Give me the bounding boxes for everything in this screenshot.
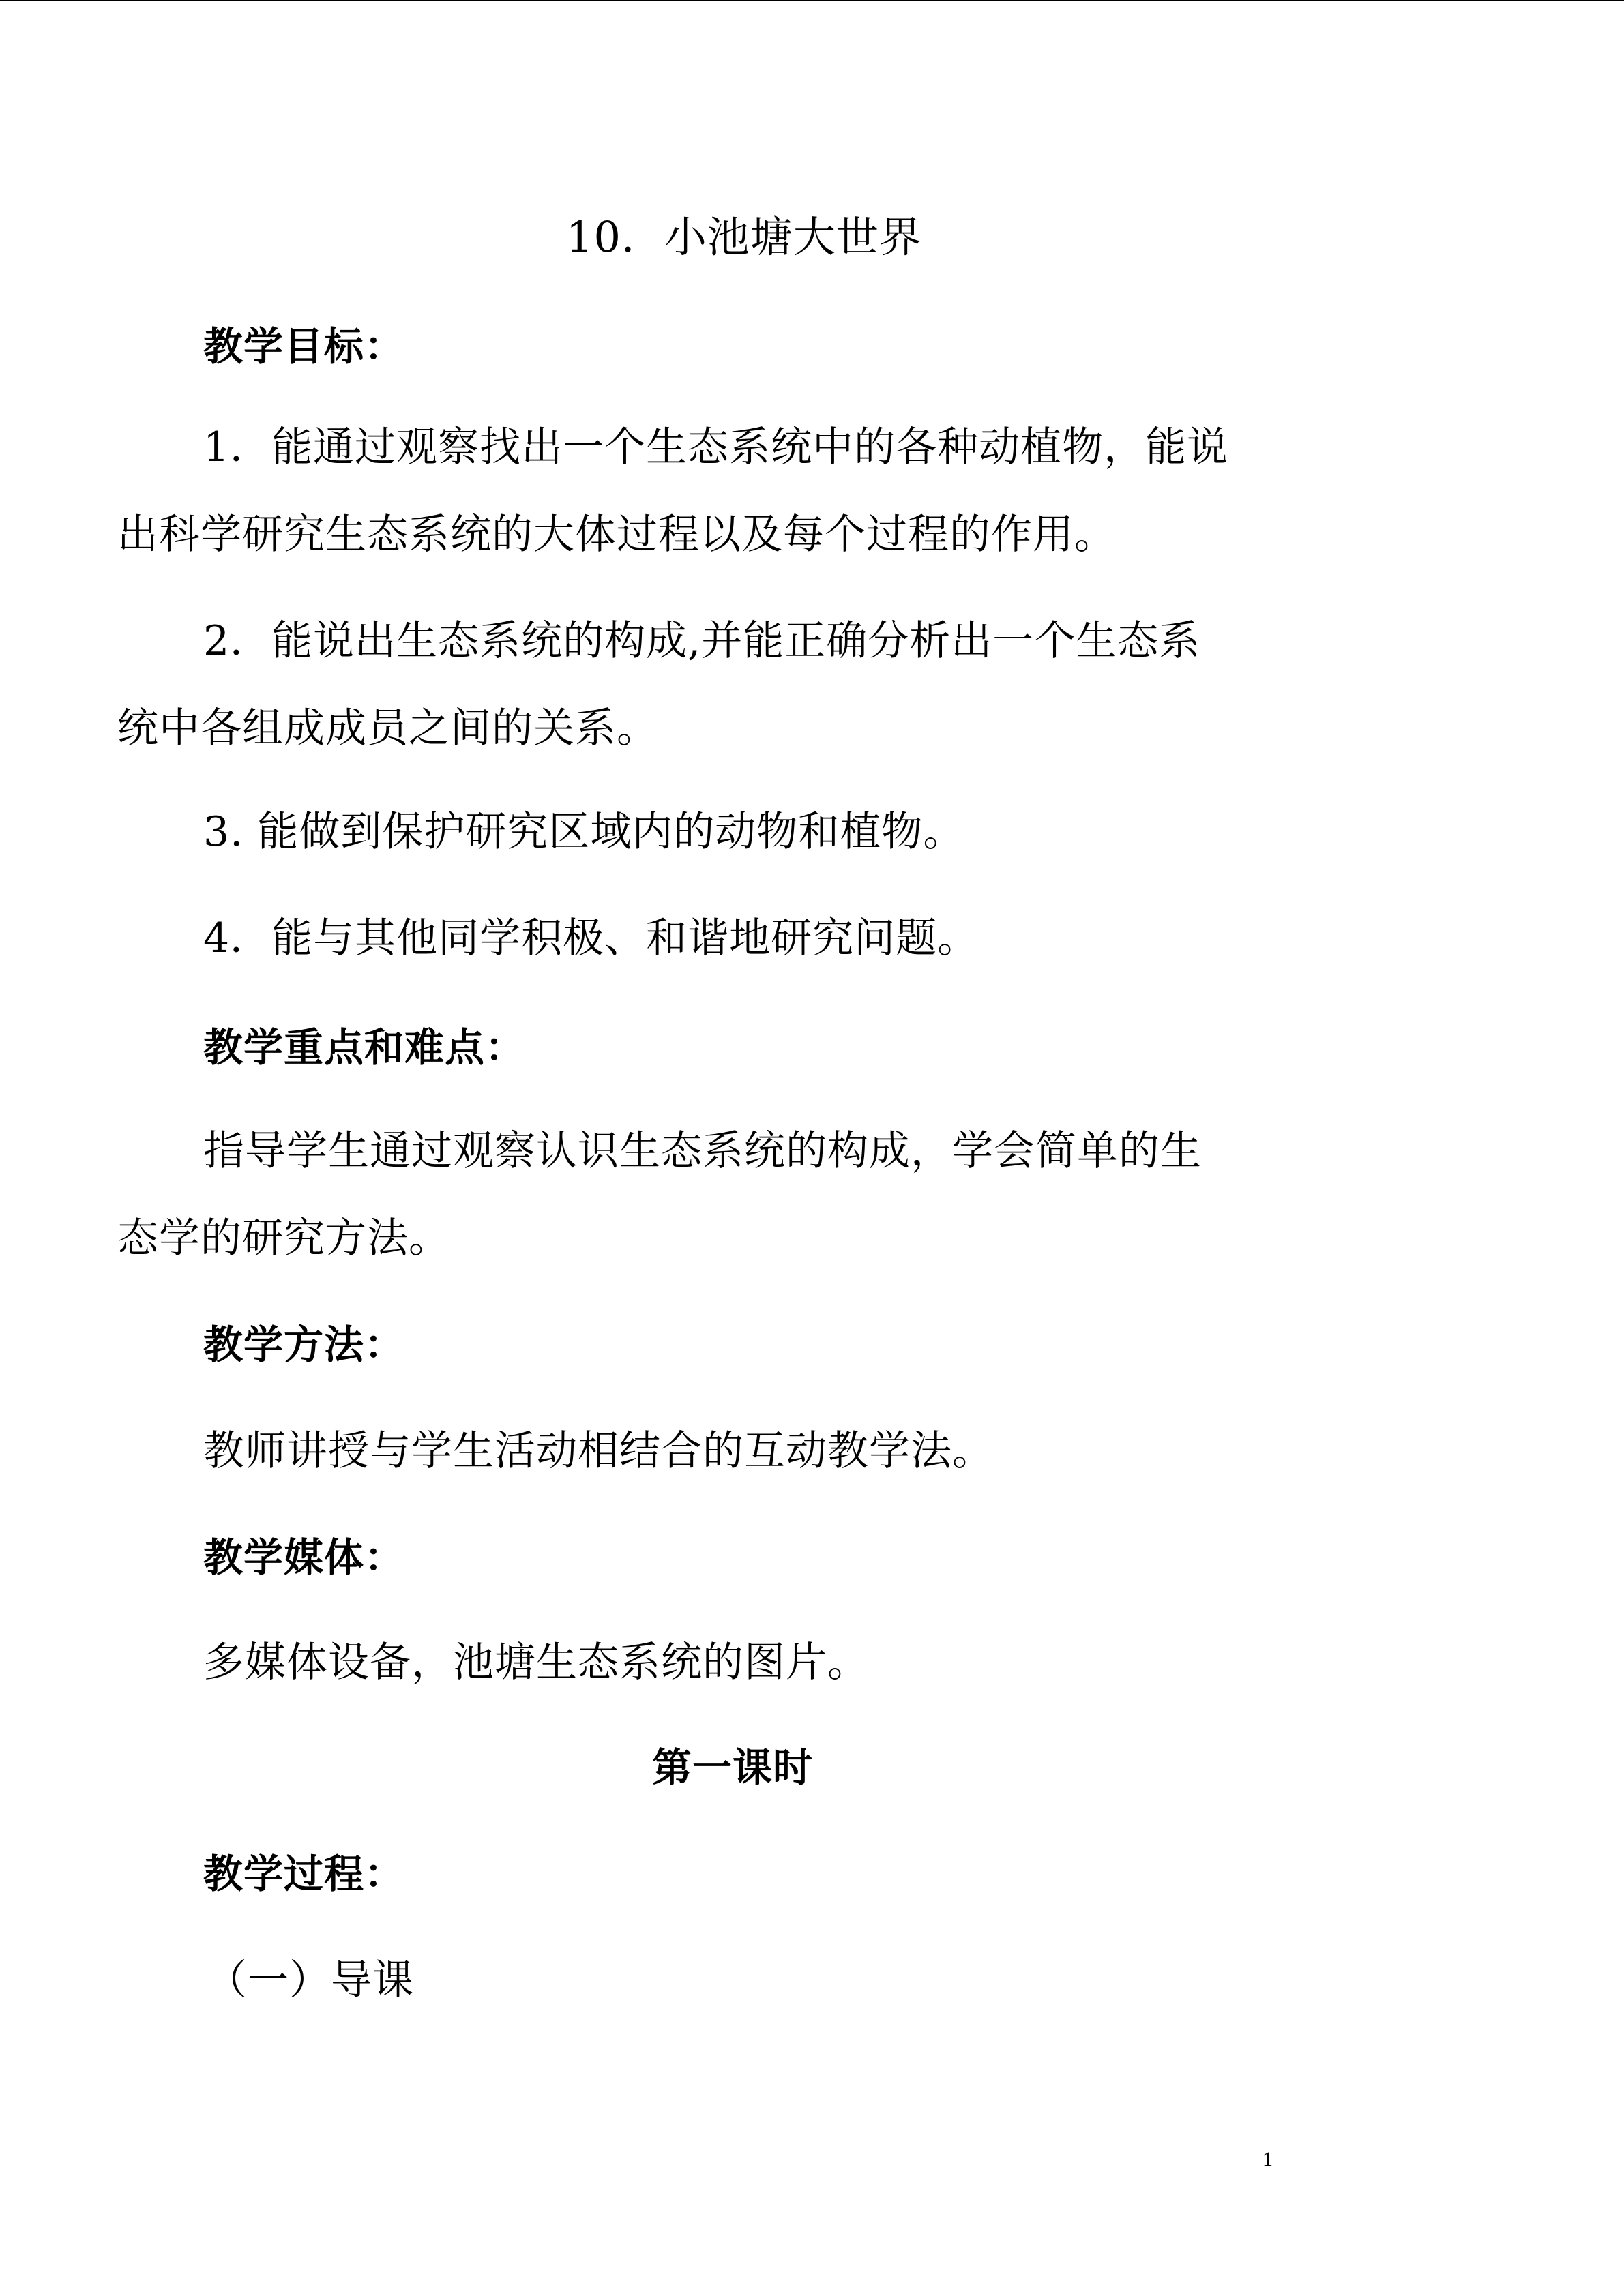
page-number: 1	[1263, 2148, 1273, 2171]
process-step-1: （一）导课	[206, 1956, 414, 2004]
document-title: 10．小池塘大世界	[566, 212, 922, 262]
objective-1-line-2: 出科学研究生态系统的大体过程以及每个过程的作用。	[117, 511, 1116, 558]
keypoints-line-2: 态学的研究方法。	[117, 1214, 450, 1262]
lesson-heading: 第一课时	[652, 1744, 814, 1791]
top-border	[0, 0, 1624, 1]
media-text: 多媒体设备，池塘生态系统的图片。	[203, 1639, 869, 1686]
objective-2-line-1: 2．能说出生态系统的构成,并能正确分析出一个生态系	[203, 617, 1201, 665]
objectives-heading: 教学目标：	[203, 323, 405, 370]
media-heading: 教学媒体：	[203, 1534, 405, 1581]
method-text: 教师讲授与学生活动相结合的互动教学法。	[203, 1427, 994, 1475]
objective-3: 3. 能做到保护研究区域内的动物和植物。	[203, 808, 965, 856]
objective-2-line-2: 统中各组成成员之间的关系。	[117, 704, 658, 752]
process-heading: 教学过程：	[203, 1851, 405, 1897]
keypoints-heading: 教学重点和难点：	[203, 1024, 526, 1071]
objective-1-line-1: 1．能通过观察找出一个生态系统中的各种动植物，能说	[203, 423, 1229, 471]
keypoints-line-1: 指导学生通过观察认识生态系统的构成，学会简单的生	[203, 1127, 1202, 1175]
objective-4: 4．能与其他同学积极、和谐地研究问题。	[203, 914, 979, 962]
method-heading: 教学方法：	[203, 1322, 405, 1368]
